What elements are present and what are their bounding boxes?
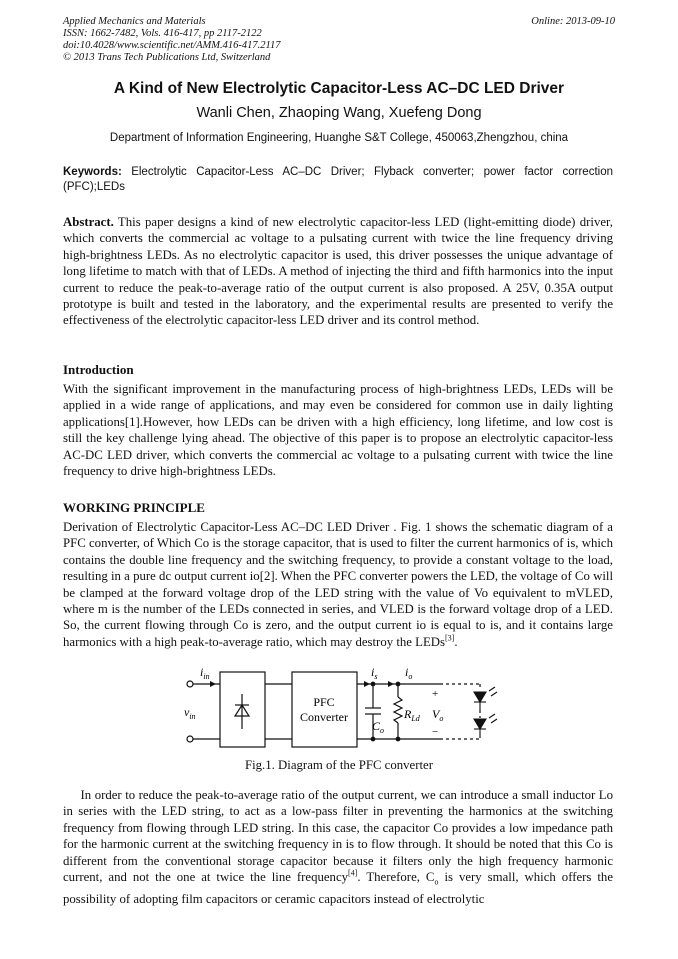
figure-caption: Fig.1. Diagram of the PFC converter: [244, 758, 433, 772]
working-principle-end: .: [454, 634, 458, 649]
label-plus: +: [432, 688, 439, 700]
led-1-icon: [474, 692, 486, 702]
co-subscript: o: [434, 877, 439, 887]
label-is: $i_s$: [371, 665, 378, 681]
working-principle-heading: WORKING PRINCIPLE: [63, 500, 205, 515]
body-paragraph-2: [63, 787, 617, 907]
keywords-label: Keywords:: [63, 166, 122, 178]
label-iin: $i_{in}$: [200, 665, 210, 681]
body-paragraph-2-part1: In order to reduce the peak-to-average ratio of the output current, we can introduce a small inductor Lo in series with the LED string, to act as a low-pass filter in preventing the harmonics at the switching frequency from flowing through LED string. In this case, the capacitor Co provides a low impedance path for the harmonic current at the switching frequency in is to flow through. It should be noted that this Co is different from the conventional storage capacitor because it filters only the high frequency harmonic current, and not the one at twice the line frequency: [63, 788, 617, 885]
label-converter: Converter: [300, 710, 348, 724]
abstract-block: [63, 214, 613, 329]
arrow-iin: [210, 681, 216, 687]
resistor-symbol: [394, 697, 402, 723]
label-vo: $V_o$: [432, 707, 444, 723]
pfc-schematic: [180, 664, 510, 754]
figure-pfc-diagram: [180, 664, 510, 754]
arrow-is: [364, 681, 370, 687]
online-date: Online: 2013-09-10: [531, 16, 615, 27]
label-rld: $R_{Ld}$: [404, 707, 420, 723]
paper-title: A Kind of New Electrolytic Capacitor-Less AC–DC LED Driver: [113, 80, 565, 97]
label-io: $i_o$: [405, 665, 413, 681]
introduction-heading: Introduction: [63, 362, 134, 377]
introduction-text: With the significant improvement in the manufacturing process of high-brightness LEDs, LEDs will be applied in a wide range of applications, and may even be considered for common use in daily lighting applications[1].However, how LEDs can be driven with a high efficiency, long lifetime, and low cost is still the key challenge lying ahead. The objective of this paper is to propose an electrolytic capacitor-less AC-DC LED driver, which converts the commercial ac voltage to a pulsating current with twice the line frequency to drive high-brightness LEDs.: [63, 382, 613, 479]
abstract-text: This paper designs a kind of new electrolytic capacitor-less LED (light-emitting diode) driver, which converts the commercial ac voltage to a pulsating current with twice the line frequency driving high-brightness LEDs. As no electrolytic capacitor is used, this driver possesses the unique advantage of long lifetime to match with that of LEDs. A method of injecting the third and fifth harmonics into the input current to reduce the peak-to-average ratio of the output current is also proposed. A 25V, 0.35A output prototype is built and tested in the laboratory, and the experimental results are presented to verify the effectiveness of the electrolytic capacitor-less LED driver and its control method.: [63, 215, 613, 328]
label-pfc: PFC: [313, 695, 335, 709]
led-2-icon: [474, 719, 486, 729]
arrow-io: [388, 681, 394, 687]
doi-line: doi:10.4028/www.scientific.net/AMM.416-417.2117: [63, 40, 281, 51]
input-terminal-bottom: [187, 736, 193, 742]
citation-4: [4]: [348, 868, 358, 878]
label-co: $C_o$: [372, 719, 385, 735]
input-terminal-top: [187, 681, 193, 687]
paper-authors: Wanli Chen, Zhaoping Wang, Xuefeng Dong: [196, 105, 482, 121]
journal-name: Applied Mechanics and Materials: [63, 16, 206, 27]
body-paragraph-2-part2: . Therefore, C: [357, 870, 435, 885]
keywords-text: Electrolytic Capacitor-Less AC–DC Driver; Flyback converter; power factor correction (PFC);LEDs: [63, 166, 613, 193]
paper-affiliation: Department of Information Engineering, Huanghe S&T College, 450063,Zhengzhou, china: [109, 132, 569, 144]
led-string: [474, 687, 497, 735]
citation-3: [3]: [445, 633, 455, 643]
body-paragraph-2-part3: is very small, which offers the possibility of adopting film capacitors or ceramic capacitors instead of electrolytic: [63, 870, 614, 906]
copyright-line: © 2013 Trans Tech Publications Ltd, Switzerland: [63, 52, 271, 63]
issn-line: ISSN: 1662-7482, Vols. 416-417, pp 2117-2122: [63, 28, 262, 39]
abstract-label: Abstract.: [63, 215, 114, 229]
label-vin: $v_{in}$: [184, 705, 196, 721]
working-principle-text: [63, 519, 613, 650]
working-principle-body: Derivation of Electrolytic Capacitor-Less AC–DC LED Driver . Fig. 1 shows the schematic diagram of a PFC converter, of Which Co is the storage capacitor, that is used to filter the current harmonics of is, which contains the double line frequency and the switching frequency, to provide a constant voltage to the load, resulting in a pure dc output current io[2]. When the PFC converter powers the LED, the voltage of Co will be clamped at the forward voltage drop of the LED string with the value of Vo equivalent to mVLED, where m is the number of the LEDs connected in series, and VLED is the forward voltage drop of a LED. So, the current flowing through Co is zero, and the output current io is equal to is, and it contains large harmonics with a high peak-to-average ratio, which may destroy the LEDs: [63, 520, 613, 649]
label-minus: −: [432, 726, 439, 738]
keywords-block: [63, 165, 613, 195]
